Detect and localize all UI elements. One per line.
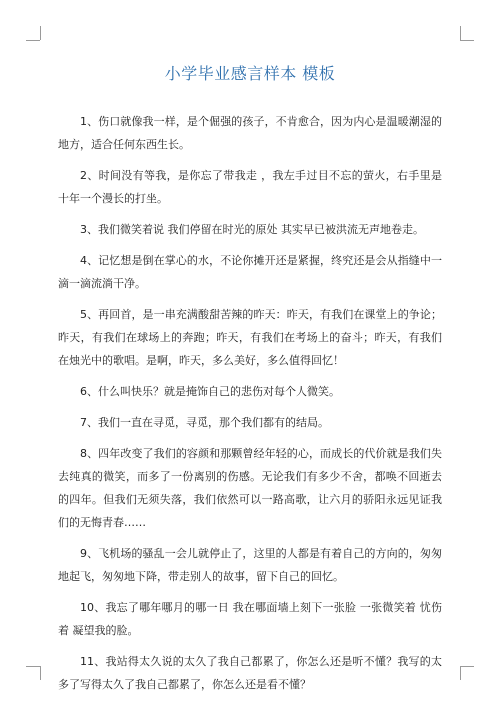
crop-mark-bottom-left-vertical [40, 666, 41, 680]
document-title: 小学毕业感言样本 模板 [164, 64, 336, 83]
document-body [58, 110, 442, 704]
crop-mark-top-left-horizontal [26, 40, 40, 41]
paragraph-8: 8、四年改变了我们的容颜和那颗曾经年轻的心，而成长的代价就是我们失去纯真的微笑，而多了一份离别的伤感。无论我们有多少不舍，都唤不回逝去的四年。但我们无须失落，我们依然可以一路高歌，让六月的骄阳永远见证我们的无悔青春…… [58, 447, 442, 529]
crop-mark-bottom-right-horizontal [460, 666, 474, 667]
paragraph-2: 2、时间没有等我，是你忘了带我走 ，我左手过目不忘的萤火，右手里是十年一个漫长的打坐。 [58, 169, 442, 205]
paragraph-7: 7、我们一直在寻觅，寻觅，那个我们都有的结局。 [80, 416, 329, 429]
crop-mark-top-left-vertical [40, 26, 41, 40]
paragraph-11: 11、我站得太久说的太久了我自己都累了，你怎么还是听不懂？我写的太多了写得太久了我自己都累了，你怎么还是看不懂？ [58, 655, 442, 691]
crop-mark-bottom-right-vertical [460, 666, 461, 680]
crop-mark-top-right-horizontal [460, 40, 474, 41]
paragraph-5: 5、再回首，是一串充满酸甜苦辣的昨天：昨天，有我们在课堂上的争论；昨天，有我们在球场上的奔跑；昨天，有我们在考场上的奋斗；昨天，有我们在烛光中的歌唱。是啊，昨天，多么美好，多么值得回忆！ [58, 308, 442, 367]
paragraph-1: 1、伤口就像我一样，是个倔强的孩子，不肯愈合，因为内心是温暖潮湿的地方，适合任何东西生长。 [58, 115, 442, 151]
crop-mark-bottom-left-horizontal [26, 666, 40, 667]
paragraph-4: 4、记忆想是倒在掌心的水，不论你摊开还是紧握，终究还是会从指缝中一滴一滴流淌干净。 [58, 254, 442, 290]
paragraph-10: 10、我忘了哪年哪月的哪一日 我在哪面墙上刻下一张脸 一张微笑着 忧伤着 凝望我的脸。 [58, 601, 442, 637]
paragraph-9: 9、飞机场的骚乱一会儿就停止了，这里的人都是有着自己的方向的，匆匆地起飞，匆匆地下降，带走别人的故事，留下自己的回忆。 [58, 547, 442, 583]
crop-mark-top-right-vertical [460, 26, 461, 40]
paragraph-3: 3、我们微笑着说 我们停留在时光的原处 其实早已被洪流无声地卷走。 [80, 223, 424, 236]
paragraph-6: 6、什么叫快乐？就是掩饰自己的悲伤对每个人微笑。 [80, 385, 340, 398]
